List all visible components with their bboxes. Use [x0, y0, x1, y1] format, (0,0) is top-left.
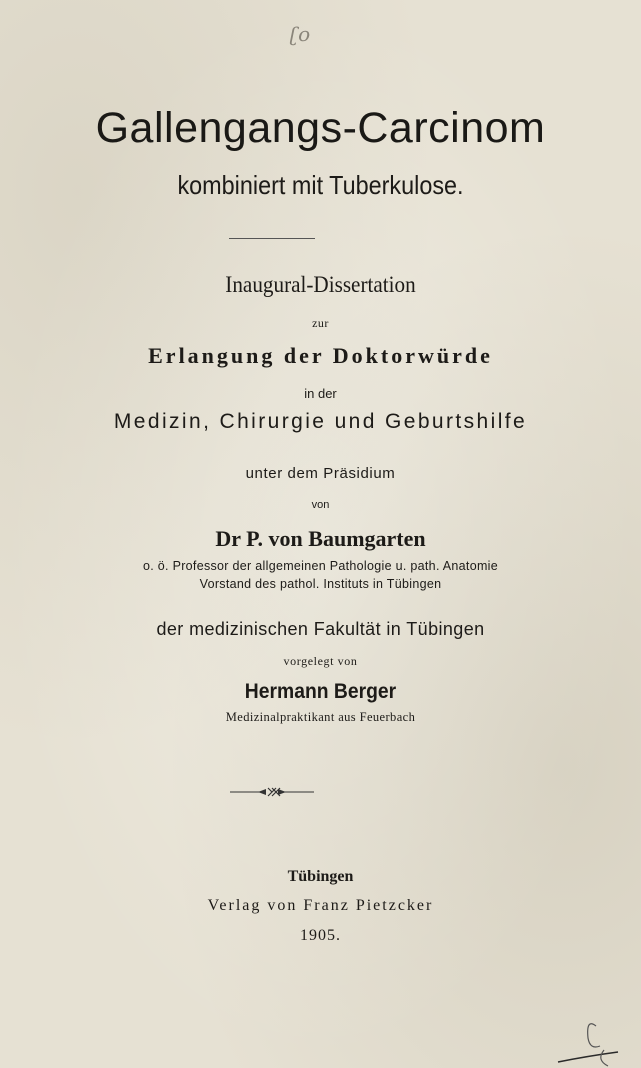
imprint-place: Tübingen	[287, 868, 354, 885]
faculty-name: der medizinischen Fakultät in Tübingen	[156, 619, 485, 639]
author-description: Medizinalpraktikant aus Feuerbach	[225, 710, 416, 724]
professor-title: o. ö. Professor der allgemeinen Pathologie u. path. Anatomie	[142, 559, 499, 573]
professor-institute: Vorstand des pathol. Instituts in Tübingen	[199, 577, 442, 591]
library-mark: ʗo	[289, 22, 311, 46]
submitted-label: vorgelegt von	[283, 654, 358, 668]
zur-text: zur	[312, 316, 329, 330]
author-name: Hermann Berger	[244, 680, 397, 703]
publisher: Verlag von Franz Pietzcker	[207, 897, 434, 914]
publication-year: 1905.	[300, 927, 341, 944]
von-text: von	[311, 499, 330, 511]
dissertation-type: Inaugural-Dissertation	[225, 272, 416, 297]
corner-stain-mark	[548, 1012, 641, 1068]
degree-purpose: Erlangung der Doktorwürde	[148, 343, 493, 368]
divider-rule	[229, 238, 315, 239]
ornament-divider	[230, 782, 314, 802]
document-title: Gallengangs-Carcinom	[95, 104, 546, 152]
presidium-text: unter dem Präsidium	[245, 465, 396, 482]
faculty-fields: Medizin, Chirurgie und Geburtshilfe	[113, 410, 528, 433]
document-subtitle: kombiniert mit Tuberkulose.	[177, 170, 464, 200]
professor-name: Dr P. von Baumgarten	[215, 526, 426, 551]
in-der-text: in der	[304, 386, 337, 401]
